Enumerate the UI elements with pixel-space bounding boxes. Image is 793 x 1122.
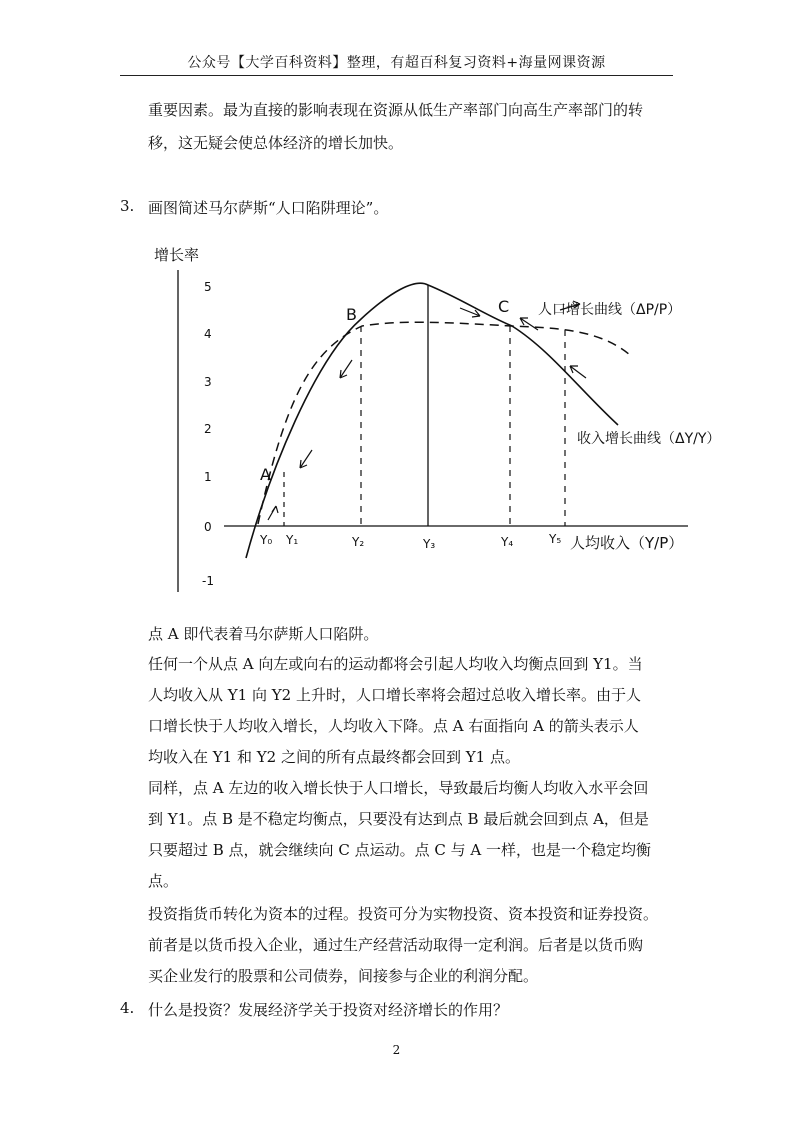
- header-rule: [120, 75, 673, 76]
- arrow-icon: [570, 366, 586, 378]
- x-tick-label: Y₂: [352, 535, 365, 549]
- point-label-b: B: [346, 305, 357, 324]
- y-tick-label: 0: [204, 520, 212, 534]
- x-tick-label: Y₁: [286, 533, 299, 547]
- question-4-text: 什么是投资？发展经济学关于投资对经济增长的作用？: [148, 1001, 509, 1019]
- explanation-p3-line: 点。: [148, 872, 179, 890]
- arrow-icon: [520, 318, 538, 330]
- explanation-p1: 点 A 即代表着马尔萨斯人口陷阱。: [148, 625, 379, 643]
- explanation-p2-line: 口增长快于人均收入增长，人均收入下降。点 A 右面指向 A 的箭头表示人: [148, 717, 639, 735]
- malthus-trap-chart: [140, 240, 760, 600]
- income-growth-curve: [246, 283, 618, 558]
- arrow-icon: [268, 506, 278, 520]
- population-growth-curve: [258, 322, 630, 524]
- y-tick-label: 2: [204, 422, 212, 436]
- y-tick-label: 3: [204, 375, 212, 389]
- explanation-p2-line: 任何一个从点 A 向左或向右的运动都将会引起人均收入均衡点回到 Y1。当: [148, 655, 643, 673]
- page-number: 2: [392, 1043, 401, 1057]
- intro-line-2: 移，这无疑会使总体经济的增长加快。: [148, 134, 404, 152]
- question-3-number: 3.: [120, 197, 135, 215]
- arrow-icon: [340, 360, 352, 378]
- explanation-p4-line: 前者是以货币投入企业，通过生产经营活动取得一定利润。后者是以货币购: [148, 936, 644, 954]
- income-curve-label: 收入增长曲线（ΔY/Y）: [577, 431, 721, 447]
- x-tick-label: Y₅: [549, 532, 562, 546]
- arrow-icon: [300, 450, 312, 468]
- explanation-p4-line: 买企业发行的股票和公司债券，间接参与企业的利润分配。: [148, 967, 539, 985]
- point-label-c: C: [498, 297, 510, 316]
- explanation-p2-line: 人均收入从 Y1 向 Y2 上升时，人口增长率将会超过总收入增长率。由于人: [148, 686, 641, 704]
- explanation-p4-line: 投资指货币转化为资本的过程。投资可分为实物投资、资本投资和证券投资。: [148, 905, 659, 923]
- population-curve-label: 人口增长曲线（ΔP/P）: [538, 302, 682, 318]
- intro-line-1: 重要因素。最为直接的影响表现在资源从低生产率部门向高生产率部门的转: [148, 101, 644, 119]
- question-3-text: 画图简述马尔萨斯“人口陷阱理论”。: [148, 199, 389, 217]
- explanation-p2-line: 均收入在 Y1 和 Y2 之间的所有点最终都会回到 Y1 点。: [148, 748, 520, 766]
- explanation-p3-line: 同样，点 A 左边的收入增长快于人口增长，导致最后均衡人均收入水平会回: [148, 779, 649, 797]
- y-tick-label: 4: [204, 327, 212, 341]
- page-header: 公众号【大学百科资料】整理，有超百科复习资料+海量网课资源: [187, 55, 606, 71]
- y-tick-label: -1: [202, 574, 214, 588]
- x-axis-label: 人均收入（Y/P）: [570, 534, 684, 552]
- y-axis-label: 增长率: [154, 246, 200, 264]
- x-tick-label: Y₀: [260, 533, 273, 547]
- x-tick-label: Y₄: [501, 535, 514, 549]
- y-tick-label: 5: [204, 280, 212, 294]
- explanation-p3-line: 只要超过 B 点，就会继续向 C 点运动。点 C 与 A 一样，也是一个稳定均衡: [148, 841, 651, 859]
- explanation-p3-line: 到 Y1。点 B 是不稳定均衡点，只要没有达到点 B 最后就会回到点 A，但是: [148, 810, 649, 828]
- question-4-number: 4.: [120, 999, 135, 1017]
- point-label-a: A: [260, 465, 271, 484]
- y-tick-label: 1: [204, 470, 212, 484]
- x-tick-label: Y₃: [423, 537, 436, 551]
